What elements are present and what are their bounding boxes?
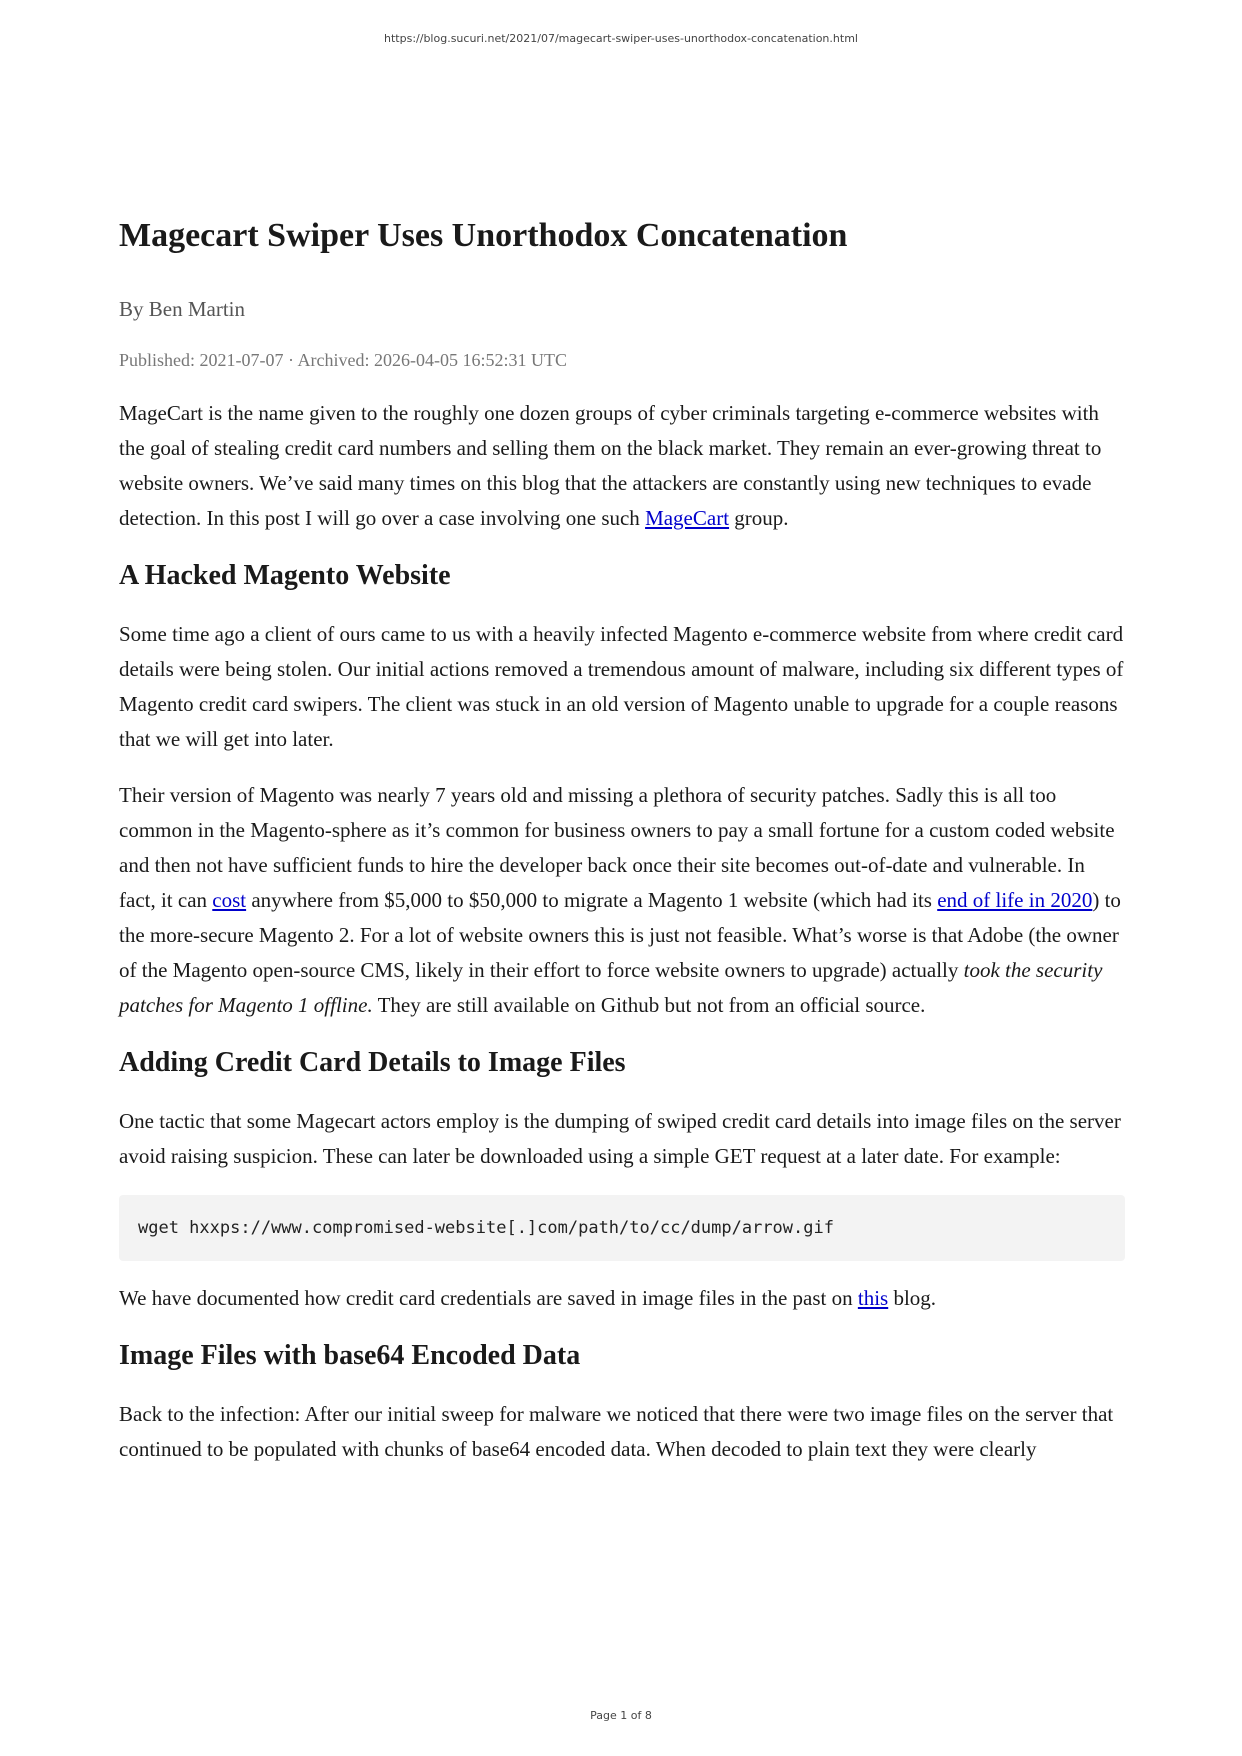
doc-text-after: blog.: [888, 1286, 937, 1310]
p2-text-3: ) to the more-secure Magento 2. For a lot of website owners this is just not feasible. What’s worse is that Adobe (the owner of the Magento open-source CMS, likely in their effort to force website owners to upgrade) actually: [119, 888, 1121, 982]
section-heading-hacked-magento: A Hacked Magento Website: [119, 560, 451, 591]
intro-text-after: group.: [729, 506, 789, 530]
article-title: Magecart Swiper Uses Unorthodox Concatenation: [119, 217, 848, 254]
intro-paragraph: [119, 396, 1125, 536]
p2-emphasis: took the security patches for Magento 1 offline.: [119, 958, 1103, 1017]
p2-text-4: They are still available on Github but not from an official source.: [372, 993, 926, 1017]
doc-text-before: We have documented how credit card credentials are saved in image files in the past on: [119, 1286, 858, 1310]
code-block: wget hxxps://www.compromised-website[.]com/path/to/cc/dump/arrow.gif: [119, 1195, 1125, 1261]
article: [119, 214, 1125, 1488]
section-heading-image-files: Adding Credit Card Details to Image Files: [119, 1047, 626, 1078]
p2-text-1: Their version of Magento was nearly 7 years old and missing a plethora of security patches. Sadly this is all too common in the Magento-sphere as it’s common for business owners to pay a small fortune for a custom coded website and then not have sufficient funds to hire the developer back once their site becomes out-of-date and vulnerable. In fact, it can: [119, 783, 1115, 912]
this-blog-link[interactable]: this: [857, 1286, 889, 1310]
p2-text-2: anywhere from $5,000 to $50,000 to migrate a Magento 1 website (which had its: [246, 888, 938, 912]
page-number: Page 1 of 8: [590, 1709, 652, 1722]
base64-paragraph-1: Back to the infection: After our initial sweep for malware we noticed that there were two image files on the server that continued to be populated with chunks of base64 encoded data. When decoded to plain text they were clearly: [119, 1402, 1114, 1461]
byline: By Ben Martin: [119, 297, 245, 321]
publish-meta: Published: 2021-07-07 · Archived: 2026-04-05 16:52:31 UTC: [119, 350, 567, 370]
image-files-paragraph-2: [119, 1281, 1125, 1316]
magecart-link[interactable]: MageCart: [645, 506, 730, 530]
cost-link[interactable]: cost: [212, 888, 247, 912]
intro-text-before: MageCart is the name given to the roughly one dozen groups of cyber criminals targeting e-commerce websites with the goal of stealing credit card numbers and selling them on the black market. They remain an ever-growing threat to website owners. We’ve said many times on this blog that the attackers are constantly using new techniques to evade detection. In this post I will go over a case involving one such: [119, 401, 1102, 530]
hacked-magento-paragraph-2: [119, 778, 1125, 1023]
section-heading-base64: Image Files with base64 Encoded Data: [119, 1340, 581, 1371]
page-url: https://blog.sucuri.net/2021/07/magecart-swiper-uses-unorthodox-concatenation.html: [384, 32, 858, 45]
image-files-paragraph-1: One tactic that some Magecart actors employ is the dumping of swiped credit card details into image files on the server avoid raising suspicion. These can later be downloaded using a simple GET request at a later date. For example:: [119, 1109, 1121, 1168]
end-of-life-link[interactable]: end of life in 2020: [937, 888, 1093, 912]
hacked-magento-paragraph-1: Some time ago a client of ours came to us with a heavily infected Magento e-commerce website from where credit card details were being stolen. Our initial actions removed a tremendous amount of malware, including six different types of Magento credit card swipers. The client was stuck in an old version of Magento unable to upgrade for a couple reasons that we will get into later.: [119, 622, 1124, 751]
